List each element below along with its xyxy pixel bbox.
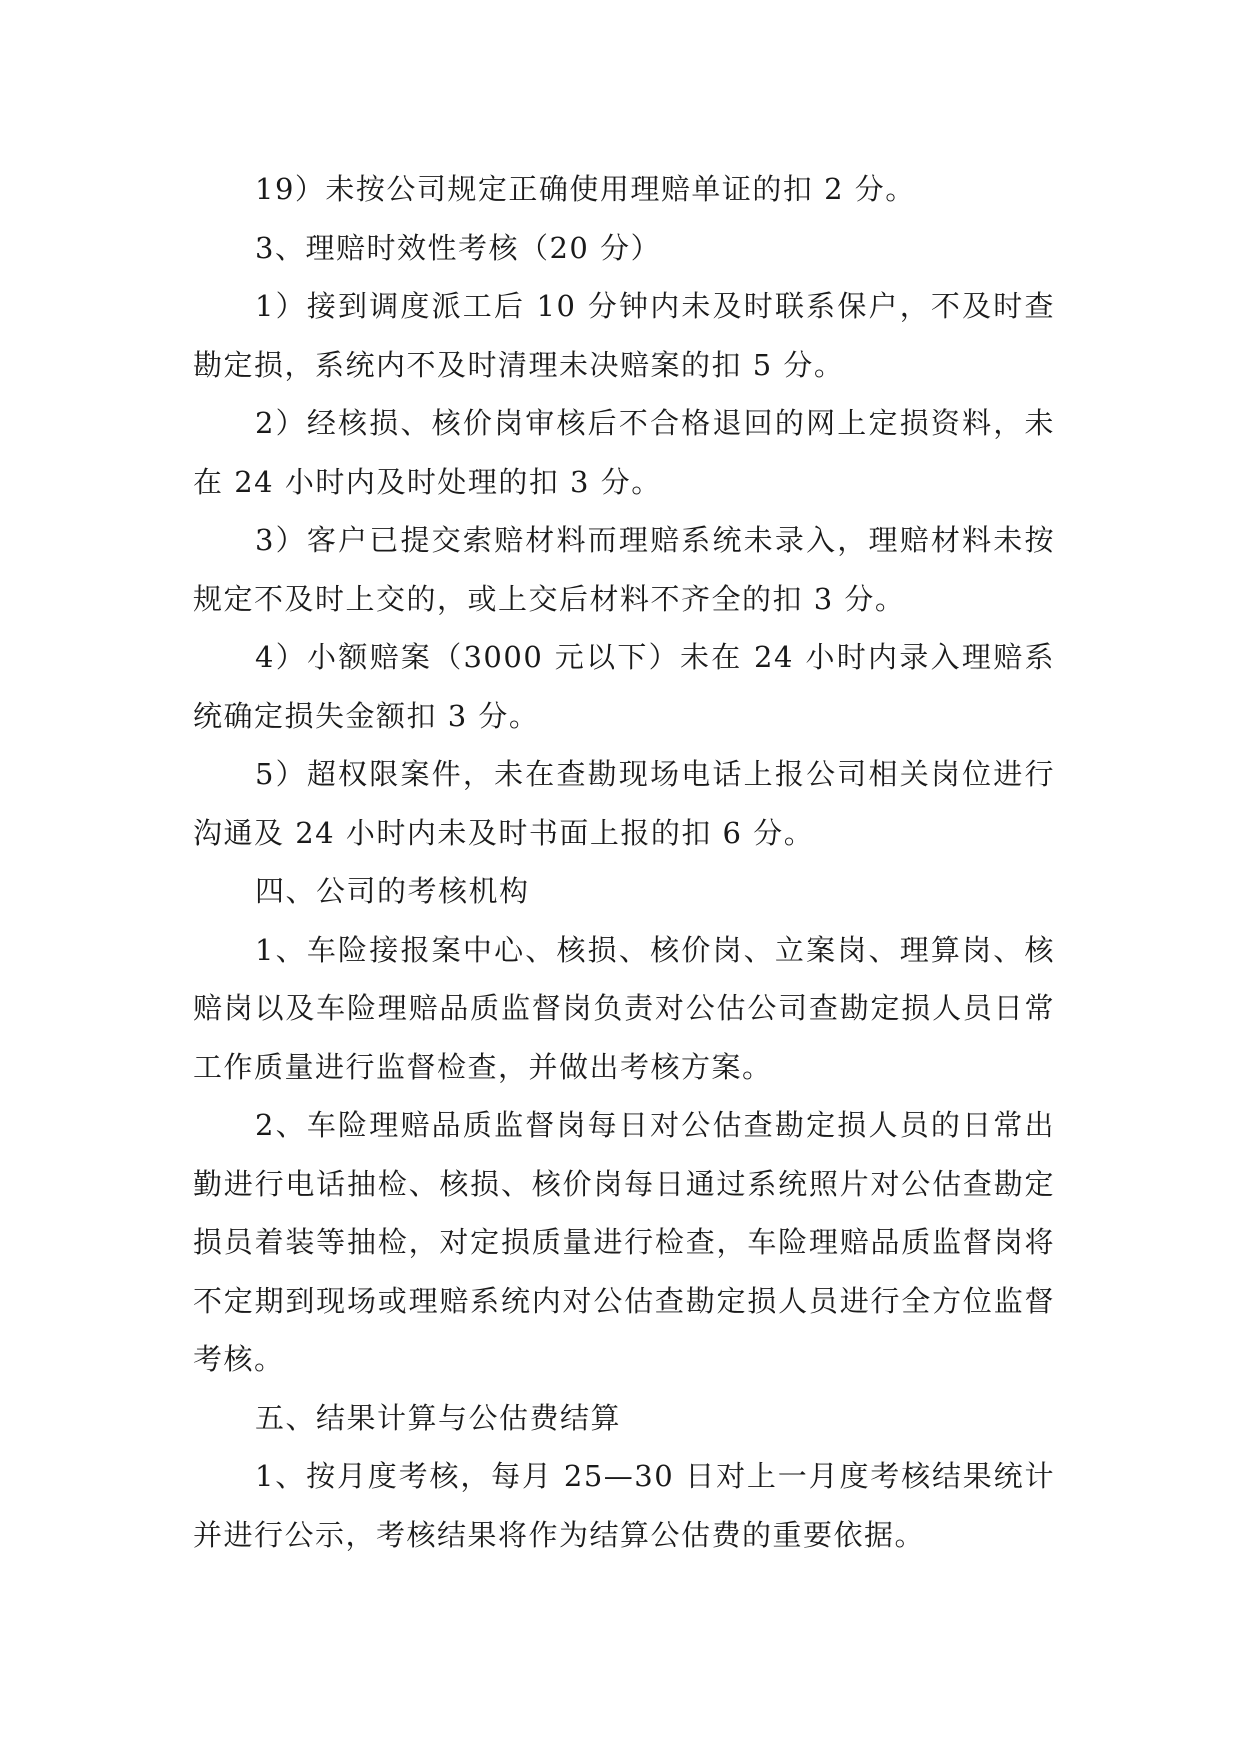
paragraph-item-19: 19）未按公司规定正确使用理赔单证的扣 2 分。 <box>255 172 916 206</box>
document-body <box>193 160 1055 1564</box>
paragraph-settlement-1: 1、按月度考核，每月 25—30 日对上一月度考核结果统计并进行公示，考核结果将作为结算公估费的重要依据。 <box>193 1459 1055 1552</box>
paragraph-assessment-2: 2、车险理赔品质监督岗每日对公估查勘定损人员的日常出勤进行电话抽检、核损、核价岗每日通过系统照片对公估查勘定损员着装等抽检，对定损质量进行检查，车险理赔品质监督岗将不定期到现场或理赔系统内对公估查勘定损人员进行全方位监督考核。 <box>193 1108 1055 1376</box>
section-heading-four: 四、公司的考核机构 <box>255 874 530 908</box>
section-heading-timeliness: 3、理赔时效性考核（20 分） <box>255 230 662 265</box>
paragraph-assessment-1: 1、车险接报案中心、核损、核价岗、立案岗、理算岗、核赔岗以及车险理赔品质监督岗负责对公估公司查勘定损人员日常工作质量进行监督检查，并做出考核方案。 <box>193 932 1055 1084</box>
paragraph-item-2: 2）经核损、核价岗审核后不合格退回的网上定损资料，未在 24 小时内及时处理的扣 3 分。 <box>193 406 1055 499</box>
paragraph-item-5: 5）超权限案件，未在查勘现场电话上报公司相关岗位进行沟通及 24 小时内未及时书面上报的扣 6 分。 <box>193 757 1055 850</box>
paragraph-item-1: 1）接到调度派工后 10 分钟内未及时联系保户，不及时查勘定损，系统内不及时清理未决赔案的扣 5 分。 <box>193 289 1055 382</box>
section-heading-five: 五、结果计算与公估费结算 <box>255 1400 622 1435</box>
paragraph-item-3: 3）客户已提交索赔材料而理赔系统未录入，理赔材料未按规定不及时上交的，或上交后材料不齐全的扣 3 分。 <box>193 523 1055 616</box>
paragraph-item-4: 4）小额赔案（3000 元以下）未在 24 小时内录入理赔系统确定损失金额扣 3 分。 <box>193 640 1055 733</box>
